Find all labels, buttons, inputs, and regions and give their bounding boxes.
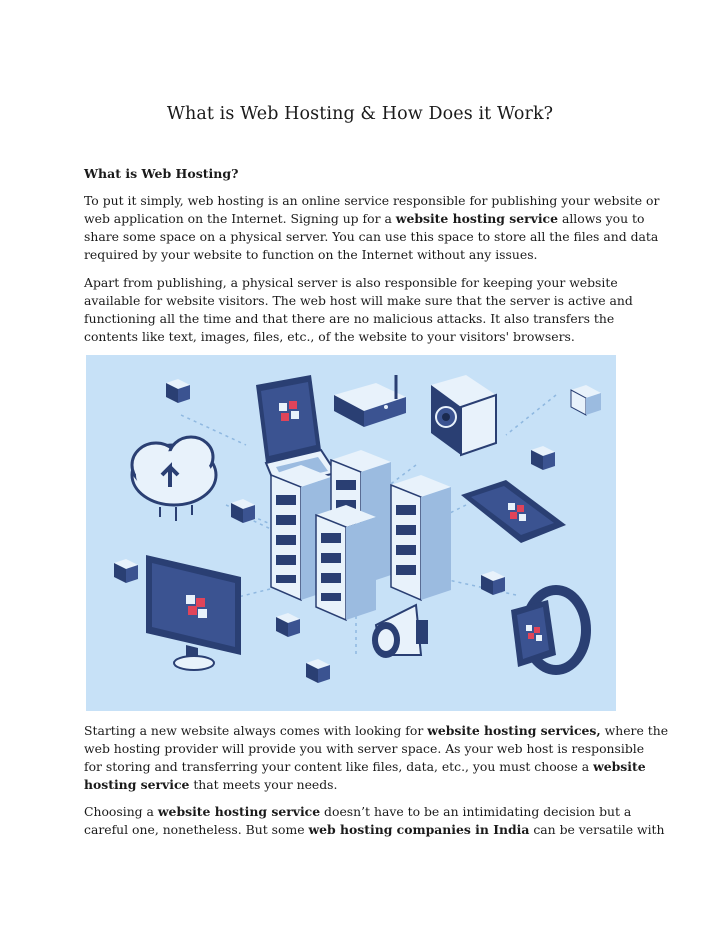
section-heading: What is Web Hosting? bbox=[84, 166, 239, 181]
monitor-icon bbox=[146, 555, 241, 670]
megaphone-icon bbox=[372, 605, 428, 658]
small-cube-icon bbox=[276, 613, 300, 637]
paragraph-choosing bbox=[84, 722, 669, 794]
page-title: What is Web Hosting & How Does it Work? bbox=[166, 104, 554, 124]
text-line: Apart from publishing, a physical server is also responsible for keeping your website bbox=[84, 275, 618, 290]
paragraph-intro bbox=[84, 192, 660, 264]
text-line: Starting a new website always comes with looking for website hosting services, where the bbox=[84, 723, 669, 738]
bold-term: hosting service bbox=[84, 777, 190, 792]
small-cube-icon bbox=[166, 379, 190, 403]
paragraph-server bbox=[84, 274, 644, 346]
text-line: web application on the Internet. Signing up for a website hosting service allows you to bbox=[84, 211, 645, 226]
hosting-illustration bbox=[86, 355, 616, 711]
bold-term: website hosting service bbox=[157, 804, 321, 819]
text-line: contents like text, images, files, etc., of the website to your visitors' browsers. bbox=[84, 329, 575, 344]
router-icon bbox=[334, 375, 406, 427]
text-line: functioning all the time and that there are no malicious attacks. It also transfers the bbox=[84, 311, 615, 326]
smartphone-icon bbox=[461, 480, 566, 543]
bold-term: website hosting services, bbox=[427, 723, 601, 738]
text-line: web hosting provider will provide you with server space. As your web host is responsible bbox=[84, 741, 645, 756]
server-rack-icon bbox=[316, 505, 376, 620]
text-line: for storing and transferring your content like files, data, etc., you must choose a website bbox=[84, 759, 646, 774]
text-line: required by your website to function on the Internet without any issues. bbox=[84, 247, 538, 262]
isometric-network-image bbox=[86, 355, 616, 711]
text-line: careful one, nonetheless. But some web hosting companies in India can be versatile with bbox=[84, 822, 665, 837]
bold-term: web hosting companies in India bbox=[308, 822, 530, 837]
small-cube-icon bbox=[114, 559, 138, 583]
small-cube-icon bbox=[481, 571, 505, 595]
paragraph-decision bbox=[84, 803, 665, 839]
small-cube-icon bbox=[306, 659, 330, 683]
text-line: hosting service that meets your needs. bbox=[84, 777, 338, 792]
camera-icon bbox=[431, 375, 496, 455]
text-line: share some space on a physical server. You can use this space to store all the files and data bbox=[84, 229, 659, 244]
small-cube-icon bbox=[231, 499, 255, 523]
text-line: Choosing a website hosting service doesn’t have to be an intimidating decision but a bbox=[84, 804, 632, 819]
small-cube-icon bbox=[571, 385, 601, 415]
cloud-upload-icon bbox=[132, 437, 216, 521]
bold-term: website hosting service bbox=[395, 211, 558, 226]
server-rack-icon bbox=[391, 475, 451, 600]
text-line: To put it simply, web hosting is an online service responsible for publishing your website or bbox=[84, 193, 660, 208]
smartwatch-icon bbox=[511, 590, 586, 670]
bold-term: website bbox=[593, 759, 646, 774]
text-line: available for website visitors. The web host will make sure that the server is active and bbox=[84, 293, 633, 308]
small-cube-icon bbox=[531, 446, 555, 470]
